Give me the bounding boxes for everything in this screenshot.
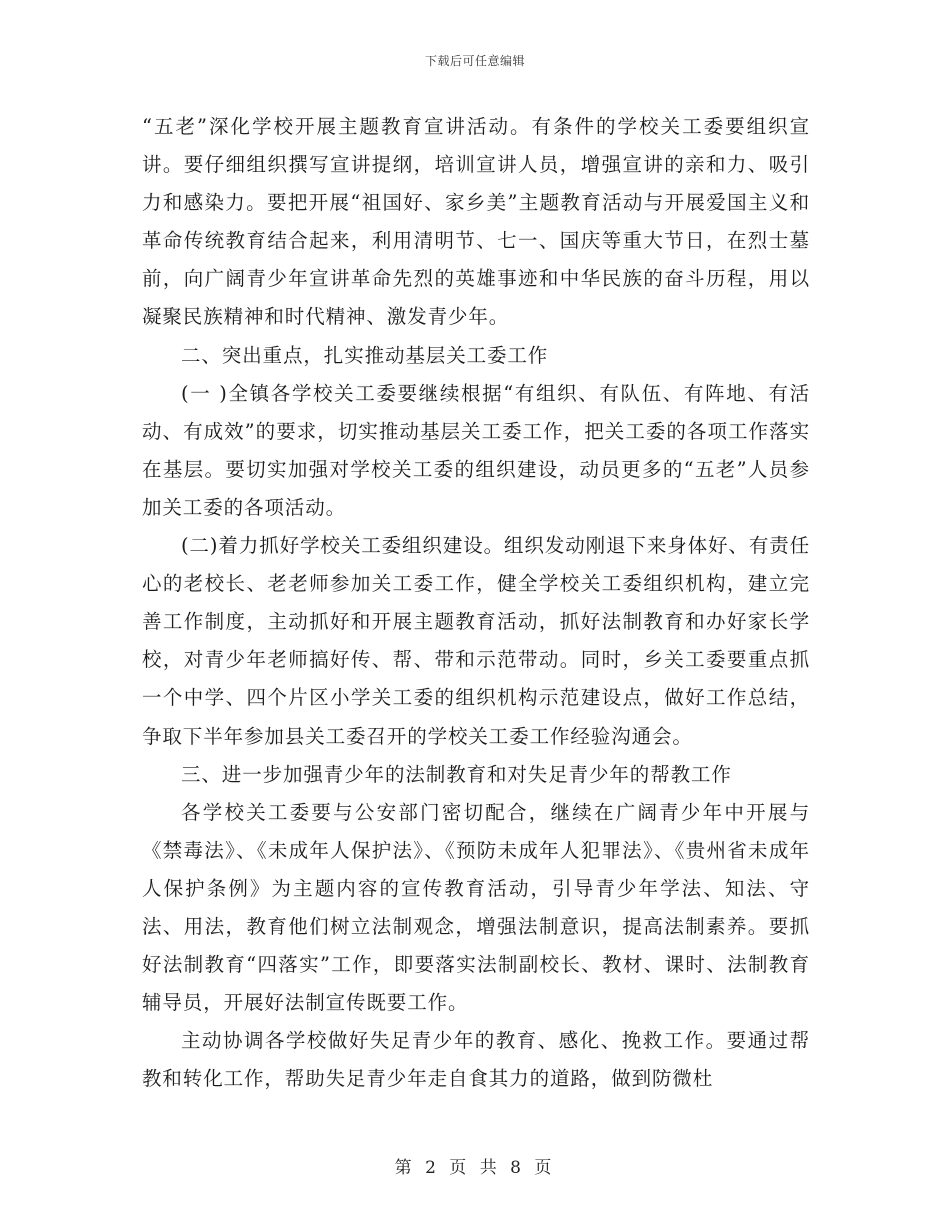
paragraph-item-1: (一 )全镇各学校关工委要继续根据“有组织、有队伍、有阵地、有活动、有成效”的要求，切实推动基层关工委工作，把关工委的各项工作落实在基层。要切实加强对学校关工委的组织建设，动员更多的“五老”人员参加关工委的各项活动。 xyxy=(142,381,810,519)
paragraph-1: “五老”深化学校开展主题教育宣讲活动。有条件的学校关工委要组织宣讲。要仔细组织撰写宣讲提纲，培训宣讲人员，增强宣讲的亲和力、吸引力和感染力。要把开展“祖国好、家乡美”主题教育活动与开展爱国主义和革命传统教育结合起来，利用清明节、七一、国庆等重大节日，在烈士墓前，向广阔青少年宣讲革命先烈的英雄事迹和中华民族的奋斗历程，用以凝聚民族精神和时代精神、激发青少年。 xyxy=(142,115,810,329)
section-heading-3: 三、进一步加强青少年的法制教育和对失足青少年的帮教工作 xyxy=(181,762,732,786)
paragraph-rehabilitation: 主动协调各学校做好失足青少年的教育、感化、挽救工作。要通过帮教和转化工作，帮助失足青少年走自食其力的道路，做到防微杜 xyxy=(142,1029,810,1091)
page-number-footer: 第 2 页 共 8 页 xyxy=(394,1158,556,1178)
section-heading-2: 二、突出重点，扎实推动基层关工委工作 xyxy=(181,343,549,367)
document-body xyxy=(142,108,810,1098)
paragraph-item-2: (二)着力抓好学校关工委组织建设。组织发动刚退下来身体好、有责任心的老校长、老老师参加关工委工作，健全学校关工委组织机构，建立完善工作制度，主动抓好和开展主题教育活动，抓好法制教育和办好家长学校，对青少年老师搞好传、帮、带和示范带动。同时，乡关工委要重点抓一个中学、四个片区小学关工委的组织机构示范建设点，做好工作总结，争取下半年参加县关工委召开的学校关工委工作经验沟通会。 xyxy=(142,534,811,748)
page-header-note: 下载后可任意编辑 xyxy=(424,54,525,68)
paragraph-law-education: 各学校关工委要与公安部门密切配合，继续在广阔青少年中开展与《禁毒法》、《未成年人保护法》、《预防未成年人犯罪法》、《贵州省未成年人保护条例》为主题内容的宣传教育活动，引导青少年学法、知法、守法、用法，教育他们树立法制观念，增强法制意识，提高法制素养。要抓好法制教育“四落实”工作，即要落实法制副校长、教材、课时、法制教育辅导员，开展好法制宣传既要工作。 xyxy=(142,800,810,1015)
